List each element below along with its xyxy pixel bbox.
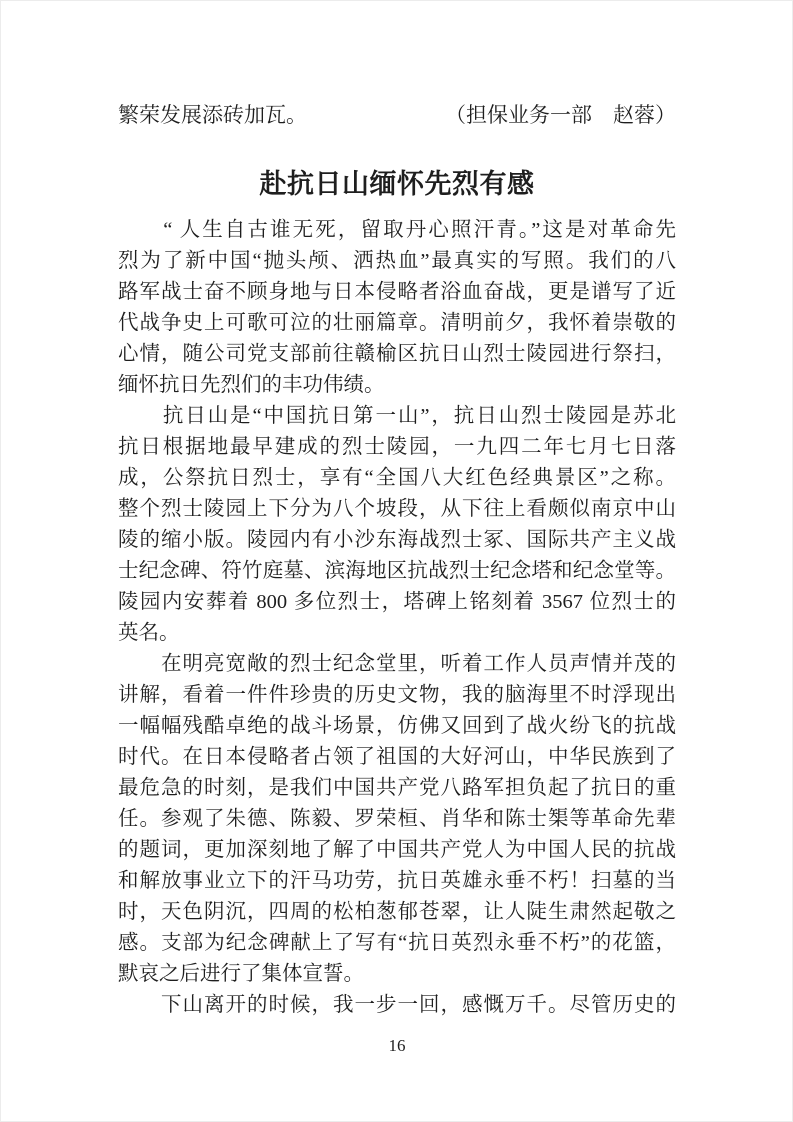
page-number: 16	[388, 1036, 406, 1055]
text-line-p2-6: 士纪念碑、符竹庭墓、滨海地区抗战烈士纪念塔和纪念堂等。	[118, 560, 676, 582]
text-line-p1-5: 心情，随公司党支部前往赣榆区抗日山烈士陵园进行祭扫，	[118, 343, 676, 365]
header-left-text: 繁荣发展添砖加瓦。	[118, 103, 307, 127]
text-line-p3-7: 的题词，更加深刻地了解了中国共产党人为中国人民的抗战	[118, 839, 676, 861]
text-line-p1-4: 代战争史上可歌可泣的壮丽篇章。清明前夕，我怀着崇敬的	[118, 312, 676, 334]
text-line-p2-5: 陵的缩小版。陵园内有小沙东海战烈士冢、国际共产主义战	[118, 529, 676, 551]
article-title: 赴抗日山缅怀先烈有感	[259, 169, 535, 199]
text-line-p1-3: 路军战士奋不顾身地与日本侵略者浴血奋战，更是谱写了近	[118, 281, 676, 303]
text-line-p2-8: 英名。	[118, 622, 180, 644]
header-author-credit: （担保业务一部 赵蓉）	[445, 103, 676, 127]
text-line-p3-3: 一幅幅残酷卓绝的战斗场景，仿佛又回到了战火纷飞的抗战	[118, 715, 676, 737]
text-line-p3-1: 在明亮宽敞的烈士纪念堂里，听着工作人员声情并茂的	[118, 653, 676, 675]
text-line-p3-5: 最危急的时刻，是我们中国共产党八路军担负起了抗日的重	[118, 777, 676, 799]
text-line-p1-6: 缅怀抗日先烈们的丰功伟绩。	[118, 374, 385, 396]
text-line-p2-2: 抗日根据地最早建成的烈士陵园，一九四二年七月七日落	[118, 436, 676, 458]
text-line-p2-3: 成，公祭抗日烈士，享有“全国八大红色经典景区”之称。	[118, 467, 676, 489]
text-line-p3-9: 时，天色阴沉，四周的松柏葱郁苍翠，让人陡生肃然起敬之	[118, 901, 676, 923]
text-line-p3-8: 和解放事业立下的汗马功劳，抗日英雄永垂不朽！扫墓的当	[118, 870, 676, 892]
text-line-p3-4: 时代。在日本侵略者占领了祖国的大好河山，中华民族到了	[118, 746, 676, 768]
text-line-p3-2: 讲解，看着一件件珍贵的历史文物，我的脑海里不时浮现出	[118, 684, 676, 706]
text-line-p1-2: 烈为了新中国“抛头颅、洒热血”最真实的写照。我们的八	[118, 250, 676, 272]
article-body	[118, 215, 676, 1021]
text-line-p3-6: 任。参观了朱德、陈毅、罗荣桓、肖华和陈士榘等革命先辈	[118, 808, 676, 830]
page-header	[118, 103, 676, 127]
text-line-p1-1: “ 人生自古谁无死，留取丹心照汗青。”这是对革命先	[118, 219, 676, 241]
text-line-p2-4: 整个烈士陵园上下分为八个坡段，从下往上看颇似南京中山	[118, 498, 676, 520]
text-line-p3-11: 默哀之后进行了集体宣誓。	[118, 963, 364, 985]
text-line-p4-1: 下山离开的时候，我一步一回，感慨万千。尽管历史的	[118, 994, 676, 1016]
text-line-p3-10: 感。支部为纪念碑献上了写有“抗日英烈永垂不朽”的花篮，	[118, 932, 676, 954]
text-line-p2-7: 陵园内安葬着 800 多位烈士，塔碑上铭刻着 3567 位烈士的	[118, 591, 676, 613]
text-line-p2-1: 抗日山是“中国抗日第一山”，抗日山烈士陵园是苏北	[118, 405, 676, 427]
